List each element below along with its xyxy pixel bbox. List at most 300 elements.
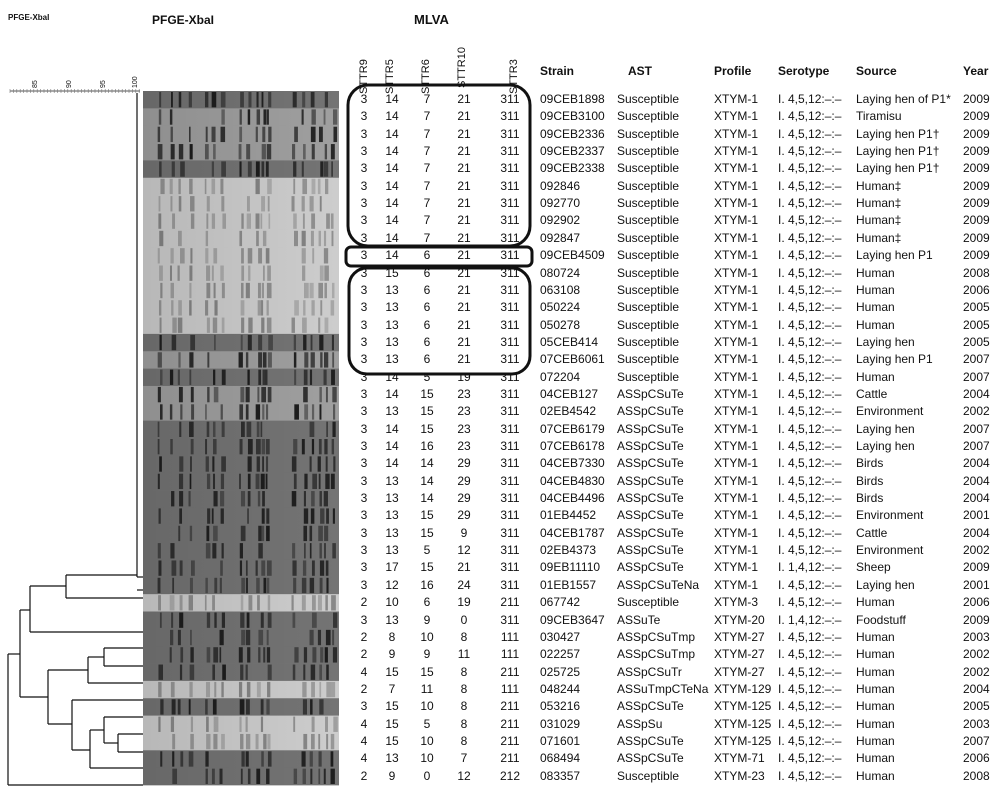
mlva-value-sttr6: 11 <box>420 681 434 696</box>
source-cell: Environment <box>856 543 924 558</box>
profile-cell: XTYM-1 <box>714 421 759 436</box>
strain-cell: 07CEB6178 <box>540 439 605 453</box>
table-row <box>0 490 1000 507</box>
table-row <box>0 594 1000 611</box>
table-row <box>0 646 1000 663</box>
mlva-value-sttr3: 311 <box>500 161 520 176</box>
mlva-value-sttr3: 311 <box>500 525 520 540</box>
mlva-value-sttr3: 211 <box>500 699 520 714</box>
strain-cell: 022257 <box>540 647 581 662</box>
serotype-cell: I. 4,5,12:–:– <box>778 508 842 523</box>
serotype-cell: I. 4,5,12:–:– <box>778 421 842 436</box>
serotype-cell: I. 4,5,12:–:– <box>778 126 842 141</box>
mlva-value-sttr9: 3 <box>360 196 368 211</box>
strain-cell: 07CEB6179 <box>540 421 605 436</box>
strain-cell: 050278 <box>540 317 581 332</box>
mlva-value-sttr9: 2 <box>360 768 368 783</box>
year-cell: 2009 <box>963 213 990 228</box>
ast-cell: Susceptible <box>617 126 680 141</box>
year-cell: 2005 <box>963 699 990 714</box>
mlva-value-sttr10: 21 <box>457 352 471 367</box>
mlva-value-sttr9: 3 <box>360 473 368 488</box>
profile-cell: XTYM-1 <box>714 126 759 141</box>
mlva-value-sttr10: 21 <box>457 300 471 315</box>
mlva-value-sttr5: 15 <box>385 265 399 280</box>
source-cell: Cattle <box>856 386 888 401</box>
serotype-cell: I. 4,5,12:–:– <box>778 473 842 488</box>
year-cell: 2002 <box>963 647 990 662</box>
ast-cell: ASSpCSuTr <box>617 664 682 679</box>
mlva-value-sttr3: 311 <box>500 612 520 627</box>
mlva-value-sttr6: 6 <box>423 317 431 332</box>
mlva-value-sttr10: 19 <box>457 595 471 610</box>
mlva-value-sttr5: 13 <box>385 473 399 488</box>
strain-cell: 01EB4452 <box>540 508 597 523</box>
ast-cell: ASSpCSuTe <box>617 473 684 488</box>
ast-cell: Susceptible <box>617 595 680 610</box>
table-row <box>0 386 1000 403</box>
table-row <box>0 733 1000 750</box>
source-cell: Human‡ <box>856 178 902 193</box>
mlva-value-sttr5: 14 <box>385 230 399 245</box>
mlva-value-sttr3: 211 <box>500 716 520 731</box>
year-cell: 2002 <box>963 404 990 419</box>
ast-cell: ASSpCSuTe <box>617 560 684 575</box>
mlva-value-sttr10: 21 <box>457 248 471 263</box>
table-row <box>0 247 1000 264</box>
serotype-cell: I. 4,5,12:–:– <box>778 265 842 280</box>
strain-cell: 07CEB6061 <box>540 352 605 367</box>
mlva-value-sttr9: 3 <box>360 144 368 159</box>
mlva-value-sttr6: 6 <box>423 248 431 263</box>
mlva-value-sttr10: 21 <box>457 196 471 211</box>
strain-cell: 09CEB3647 <box>540 612 605 627</box>
strain-cell: 09CEB2337 <box>540 144 605 159</box>
source-cell: Birds <box>856 456 884 471</box>
strain-cell: 030427 <box>540 629 581 644</box>
table-row <box>0 369 1000 386</box>
mlva-value-sttr9: 3 <box>360 612 368 627</box>
strain-cell: 09CEB2338 <box>540 161 605 176</box>
mlva-value-sttr3: 212 <box>499 768 521 783</box>
mlva-value-sttr3: 311 <box>500 230 520 245</box>
table-row <box>0 282 1000 299</box>
mlva-value-sttr5: 13 <box>385 508 399 523</box>
mlva-value-sttr6: 7 <box>423 126 431 141</box>
profile-cell: XTYM-1 <box>714 508 759 523</box>
mlva-value-sttr3: 311 <box>500 265 520 280</box>
profile-cell: XTYM-1 <box>714 248 759 263</box>
mlva-value-sttr10: 23 <box>457 386 471 401</box>
strain-cell: 048244 <box>540 681 581 696</box>
mlva-value-sttr6: 6 <box>423 352 431 367</box>
mlva-value-sttr6: 7 <box>423 92 431 106</box>
serotype-cell: I. 4,5,12:–:– <box>778 178 842 193</box>
mlva-value-sttr10: 21 <box>457 144 471 159</box>
profile-cell: XTYM-125 <box>714 733 772 748</box>
mlva-value-sttr5: 13 <box>385 300 399 315</box>
mlva-value-sttr6: 7 <box>423 213 431 228</box>
ast-cell: ASSpCSuTe <box>617 543 684 558</box>
year-cell: 2004 <box>963 491 990 506</box>
mlva-value-sttr9: 3 <box>360 525 368 540</box>
table-row <box>0 299 1000 316</box>
profile-cell: XTYM-1 <box>714 543 759 558</box>
scale-tick-100: 100 <box>132 76 139 88</box>
table-row <box>0 664 1000 681</box>
mlva-value-sttr3: 311 <box>500 404 520 419</box>
mlva-value-sttr9: 3 <box>360 508 368 523</box>
mlva-value-sttr6: 10 <box>420 751 434 766</box>
profile-cell: XTYM-1 <box>714 144 759 159</box>
table-row <box>0 143 1000 160</box>
source-cell: Laying hen P1† <box>856 126 940 141</box>
mlva-value-sttr6: 14 <box>420 473 434 488</box>
table-row <box>0 455 1000 472</box>
mlva-value-sttr9: 4 <box>360 733 368 748</box>
year-cell: 2007 <box>963 352 990 367</box>
mlva-value-sttr3: 311 <box>500 126 520 141</box>
mlva-value-sttr10: 21 <box>457 126 471 141</box>
mlva-value-sttr5: 12 <box>385 577 399 592</box>
strain-cell: 04CEB4830 <box>540 473 605 488</box>
mlva-value-sttr6: 15 <box>420 404 434 419</box>
source-cell: Human <box>856 751 895 766</box>
table-row <box>0 577 1000 594</box>
profile-cell: XTYM-1 <box>714 369 759 384</box>
year-cell: 2001 <box>963 508 990 523</box>
mlva-value-sttr3: 311 <box>500 560 520 575</box>
mlva-value-sttr3: 311 <box>500 317 520 332</box>
ast-cell: Susceptible <box>617 300 680 315</box>
mlva-value-sttr6: 15 <box>420 386 434 401</box>
mlva-value-sttr6: 7 <box>423 178 431 193</box>
mlva-value-sttr10: 21 <box>457 178 471 193</box>
mlva-value-sttr10: 29 <box>457 508 471 523</box>
strain-cell: 053216 <box>540 699 581 714</box>
source-cell: Laying hen <box>856 421 915 436</box>
mlva-value-sttr9: 3 <box>360 352 368 367</box>
serotype-cell: I. 4,5,12:–:– <box>778 733 842 748</box>
profile-cell: XTYM-1 <box>714 439 759 453</box>
year-cell: 2004 <box>963 473 990 488</box>
mlva-value-sttr6: 7 <box>423 196 431 211</box>
mlva-value-sttr5: 13 <box>385 543 399 558</box>
mlva-value-sttr10: 23 <box>457 421 471 436</box>
ast-cell: Susceptible <box>617 265 680 280</box>
mlva-value-sttr5: 13 <box>385 612 399 627</box>
mlva-value-sttr9: 3 <box>360 491 368 506</box>
scale-tick-95: 95 <box>100 80 107 88</box>
mlva-value-sttr10: 8 <box>460 629 468 644</box>
ast-cell: ASSpCSuTe <box>617 733 684 748</box>
serotype-cell: I. 4,5,12:–:– <box>778 543 842 558</box>
mlva-value-sttr9: 2 <box>360 629 368 644</box>
profile-cell: XTYM-129 <box>714 681 772 696</box>
ast-cell: ASSpCSuTe <box>617 439 684 453</box>
mlva-value-sttr5: 13 <box>385 525 399 540</box>
mlva-value-sttr10: 21 <box>457 282 471 297</box>
mlva-value-sttr10: 21 <box>457 109 471 124</box>
source-cell: Environment <box>856 508 924 523</box>
profile-cell: XTYM-1 <box>714 92 759 106</box>
serotype-cell: I. 4,5,12:–:– <box>778 92 842 106</box>
mlva-value-sttr3: 311 <box>500 144 520 159</box>
table-row <box>0 108 1000 125</box>
serotype-cell: I. 4,5,12:–:– <box>778 161 842 176</box>
serotype-cell: I. 1,4,12:–:– <box>778 612 842 627</box>
table-row <box>0 178 1000 195</box>
mlva-value-sttr5: 13 <box>385 491 399 506</box>
mlva-header-sttr5: STTR5 <box>384 59 396 94</box>
profile-cell: XTYM-1 <box>714 213 759 228</box>
year-cell: 2009 <box>963 92 990 106</box>
mlva-value-sttr10: 23 <box>457 439 471 453</box>
year-cell: 2004 <box>963 456 990 471</box>
source-cell: Laying hen of P1* <box>856 92 951 106</box>
mlva-value-sttr6: 7 <box>423 144 431 159</box>
mlva-value-sttr10: 9 <box>460 525 468 540</box>
mlva-value-sttr9: 3 <box>360 317 368 332</box>
profile-cell: XTYM-1 <box>714 230 759 245</box>
ast-cell: Susceptible <box>617 334 680 349</box>
strain-cell: 02EB4373 <box>540 543 597 558</box>
serotype-cell: I. 4,5,12:–:– <box>778 213 842 228</box>
mlva-value-sttr5: 14 <box>385 421 399 436</box>
ast-cell: ASSpCSuTe <box>617 421 684 436</box>
mlva-value-sttr9: 3 <box>360 404 368 419</box>
ast-cell: ASSpCSuTmp <box>617 629 696 644</box>
source-cell: Foodstuff <box>856 612 906 627</box>
mlva-value-sttr5: 14 <box>385 196 399 211</box>
serotype-cell: I. 4,5,12:–:– <box>778 144 842 159</box>
table-row <box>0 212 1000 229</box>
serotype-cell: I. 4,5,12:–:– <box>778 386 842 401</box>
mlva-value-sttr3: 211 <box>500 664 520 679</box>
mlva-header-sttr3: STTR3 <box>508 59 520 94</box>
profile-cell: XTYM-71 <box>714 751 765 766</box>
source-cell: Human <box>856 733 895 748</box>
mlva-value-sttr5: 14 <box>385 161 399 176</box>
source-cell: Tiramisu <box>856 109 902 124</box>
strain-cell: 092902 <box>540 213 581 228</box>
mlva-header-sttr9: STTR9 <box>358 59 370 94</box>
year-cell: 2007 <box>963 421 990 436</box>
mlva-value-sttr9: 3 <box>360 543 368 558</box>
strain-cell: 050224 <box>540 300 581 315</box>
mlva-value-sttr5: 17 <box>385 560 399 575</box>
ast-cell: Susceptible <box>617 352 680 367</box>
year-cell: 2005 <box>963 300 990 315</box>
mlva-value-sttr5: 13 <box>385 317 399 332</box>
strain-cell: 04CEB4496 <box>540 491 605 506</box>
ast-cell: ASSpCSuTe <box>617 386 684 401</box>
profile-cell: XTYM-1 <box>714 473 759 488</box>
year-cell: 2002 <box>963 543 990 558</box>
header-serotype: Serotype <box>778 64 830 78</box>
mlva-value-sttr3: 311 <box>500 334 520 349</box>
source-cell: Laying hen <box>856 577 915 592</box>
ast-cell: Susceptible <box>617 369 680 384</box>
profile-cell: XTYM-1 <box>714 282 759 297</box>
mlva-value-sttr9: 3 <box>360 92 368 106</box>
mlva-value-sttr9: 3 <box>360 421 368 436</box>
mlva-value-sttr6: 6 <box>423 334 431 349</box>
table-row <box>0 750 1000 767</box>
mlva-value-sttr5: 9 <box>388 768 396 783</box>
mlva-value-sttr6: 6 <box>423 265 431 280</box>
ast-cell: ASSuTe <box>617 612 661 627</box>
strain-cell: 080724 <box>540 265 581 280</box>
mlva-value-sttr9: 3 <box>360 577 368 592</box>
ast-cell: ASSpCSuTe <box>617 456 684 471</box>
table-row <box>0 334 1000 351</box>
year-cell: 2009 <box>963 161 990 176</box>
strain-cell: 063108 <box>540 282 581 297</box>
profile-cell: XTYM-1 <box>714 577 759 592</box>
ast-cell: ASSpCSuTe <box>617 699 684 714</box>
profile-cell: XTYM-1 <box>714 386 759 401</box>
mlva-value-sttr6: 16 <box>420 439 434 453</box>
mlva-value-sttr9: 3 <box>360 248 368 263</box>
mlva-value-sttr10: 8 <box>460 664 468 679</box>
serotype-cell: I. 4,5,12:–:– <box>778 751 842 766</box>
table-row <box>0 403 1000 420</box>
mlva-value-sttr3: 311 <box>500 352 520 367</box>
profile-cell: XTYM-125 <box>714 716 772 731</box>
profile-cell: XTYM-1 <box>714 352 759 367</box>
ast-cell: Susceptible <box>617 248 680 263</box>
year-cell: 2008 <box>963 265 990 280</box>
table-row <box>0 716 1000 733</box>
serotype-cell: I. 4,5,12:–:– <box>778 491 842 506</box>
mlva-value-sttr9: 3 <box>360 334 368 349</box>
left-title: PFGE-XbaI <box>8 13 50 22</box>
profile-cell: XTYM-27 <box>714 629 765 644</box>
strain-cell: 068494 <box>540 751 581 766</box>
mlva-value-sttr5: 9 <box>388 647 396 662</box>
strain-cell: 09CEB1898 <box>540 92 605 106</box>
strain-cell: 09EB11110 <box>540 560 601 575</box>
mlva-value-sttr10: 8 <box>460 733 468 748</box>
table-row <box>0 681 1000 698</box>
profile-cell: XTYM-1 <box>714 109 759 124</box>
strain-cell: 09CEB3100 <box>540 109 605 124</box>
serotype-cell: I. 4,5,12:–:– <box>778 681 842 696</box>
year-cell: 2002 <box>963 664 990 679</box>
mlva-value-sttr9: 3 <box>360 230 368 245</box>
mlva-value-sttr5: 14 <box>385 178 399 193</box>
mlva-title: MLVA <box>414 12 449 27</box>
ast-cell: ASSpCSuTe <box>617 508 684 523</box>
strain-cell: 071601 <box>540 733 581 748</box>
ast-cell: ASSpCSuTe <box>617 491 684 506</box>
year-cell: 2005 <box>963 317 990 332</box>
mlva-value-sttr3: 311 <box>500 491 520 506</box>
profile-cell: XTYM-1 <box>714 265 759 280</box>
ast-cell: Susceptible <box>617 161 680 176</box>
strain-cell: 025725 <box>540 664 581 679</box>
serotype-cell: I. 4,5,12:–:– <box>778 664 842 679</box>
mlva-value-sttr10: 12 <box>457 543 471 558</box>
serotype-cell: I. 4,5,12:–:– <box>778 595 842 610</box>
mlva-value-sttr5: 15 <box>385 699 399 714</box>
source-cell: Human <box>856 681 895 696</box>
mlva-value-sttr10: 21 <box>457 161 471 176</box>
mlva-value-sttr5: 13 <box>385 751 399 766</box>
mlva-value-sttr3: 311 <box>500 386 520 401</box>
table-row <box>0 195 1000 212</box>
strain-cell: 05CEB414 <box>540 334 599 349</box>
mlva-value-sttr10: 23 <box>457 404 471 419</box>
mlva-value-sttr3: 311 <box>500 109 520 124</box>
strain-cell: 072204 <box>540 369 581 384</box>
mlva-value-sttr6: 15 <box>420 664 434 679</box>
table-row <box>0 421 1000 438</box>
mlva-value-sttr5: 14 <box>385 92 399 106</box>
year-cell: 2005 <box>963 334 990 349</box>
serotype-cell: I. 4,5,12:–:– <box>778 439 842 453</box>
mlva-value-sttr5: 14 <box>385 369 399 384</box>
mlva-value-sttr9: 3 <box>360 560 368 575</box>
mlva-value-sttr6: 10 <box>420 733 434 748</box>
mlva-value-sttr10: 21 <box>457 265 471 280</box>
mlva-value-sttr6: 7 <box>423 109 431 124</box>
mlva-value-sttr3: 111 <box>500 681 520 696</box>
table-row <box>0 160 1000 177</box>
mlva-value-sttr5: 15 <box>385 716 399 731</box>
serotype-cell: I. 4,5,12:–:– <box>778 248 842 263</box>
source-cell: Human‡ <box>856 213 902 228</box>
year-cell: 2009 <box>963 178 990 193</box>
mlva-value-sttr3: 311 <box>500 178 520 193</box>
strain-cell: 092770 <box>540 196 581 211</box>
mlva-header-sttr6: STTR6 <box>420 59 432 94</box>
serotype-cell: I. 1,4,12:–:– <box>778 560 842 575</box>
table-row <box>0 91 1000 108</box>
serotype-cell: I. 4,5,12:–:– <box>778 230 842 245</box>
source-cell: Human <box>856 265 895 280</box>
source-cell: Human <box>856 629 895 644</box>
mlva-value-sttr5: 15 <box>385 664 399 679</box>
serotype-cell: I. 4,5,12:–:– <box>778 282 842 297</box>
source-cell: Laying hen <box>856 334 915 349</box>
source-cell: Sheep <box>856 560 891 575</box>
mlva-value-sttr10: 11 <box>457 647 471 662</box>
mlva-value-sttr10: 21 <box>457 334 471 349</box>
mlva-value-sttr3: 311 <box>500 456 520 471</box>
mlva-value-sttr10: 0 <box>460 612 468 627</box>
mlva-value-sttr9: 2 <box>360 595 368 610</box>
mlva-value-sttr6: 15 <box>420 508 434 523</box>
mlva-value-sttr6: 5 <box>423 369 431 384</box>
mlva-value-sttr6: 16 <box>420 577 434 592</box>
year-cell: 2006 <box>963 751 990 766</box>
year-cell: 2009 <box>963 612 990 627</box>
mlva-value-sttr10: 24 <box>457 577 471 592</box>
serotype-cell: I. 4,5,12:–:– <box>778 577 842 592</box>
serotype-cell: I. 4,5,12:–:– <box>778 300 842 315</box>
year-cell: 2009 <box>963 144 990 159</box>
ast-cell: ASSpCSuTe <box>617 525 684 540</box>
mlva-value-sttr5: 14 <box>385 439 399 453</box>
ast-cell: ASSpSu <box>617 716 663 731</box>
strain-cell: 01EB1557 <box>540 577 597 592</box>
mlva-value-sttr10: 7 <box>460 751 468 766</box>
profile-cell: XTYM-23 <box>714 768 765 783</box>
mlva-value-sttr6: 10 <box>420 629 434 644</box>
year-cell: 2009 <box>963 230 990 245</box>
